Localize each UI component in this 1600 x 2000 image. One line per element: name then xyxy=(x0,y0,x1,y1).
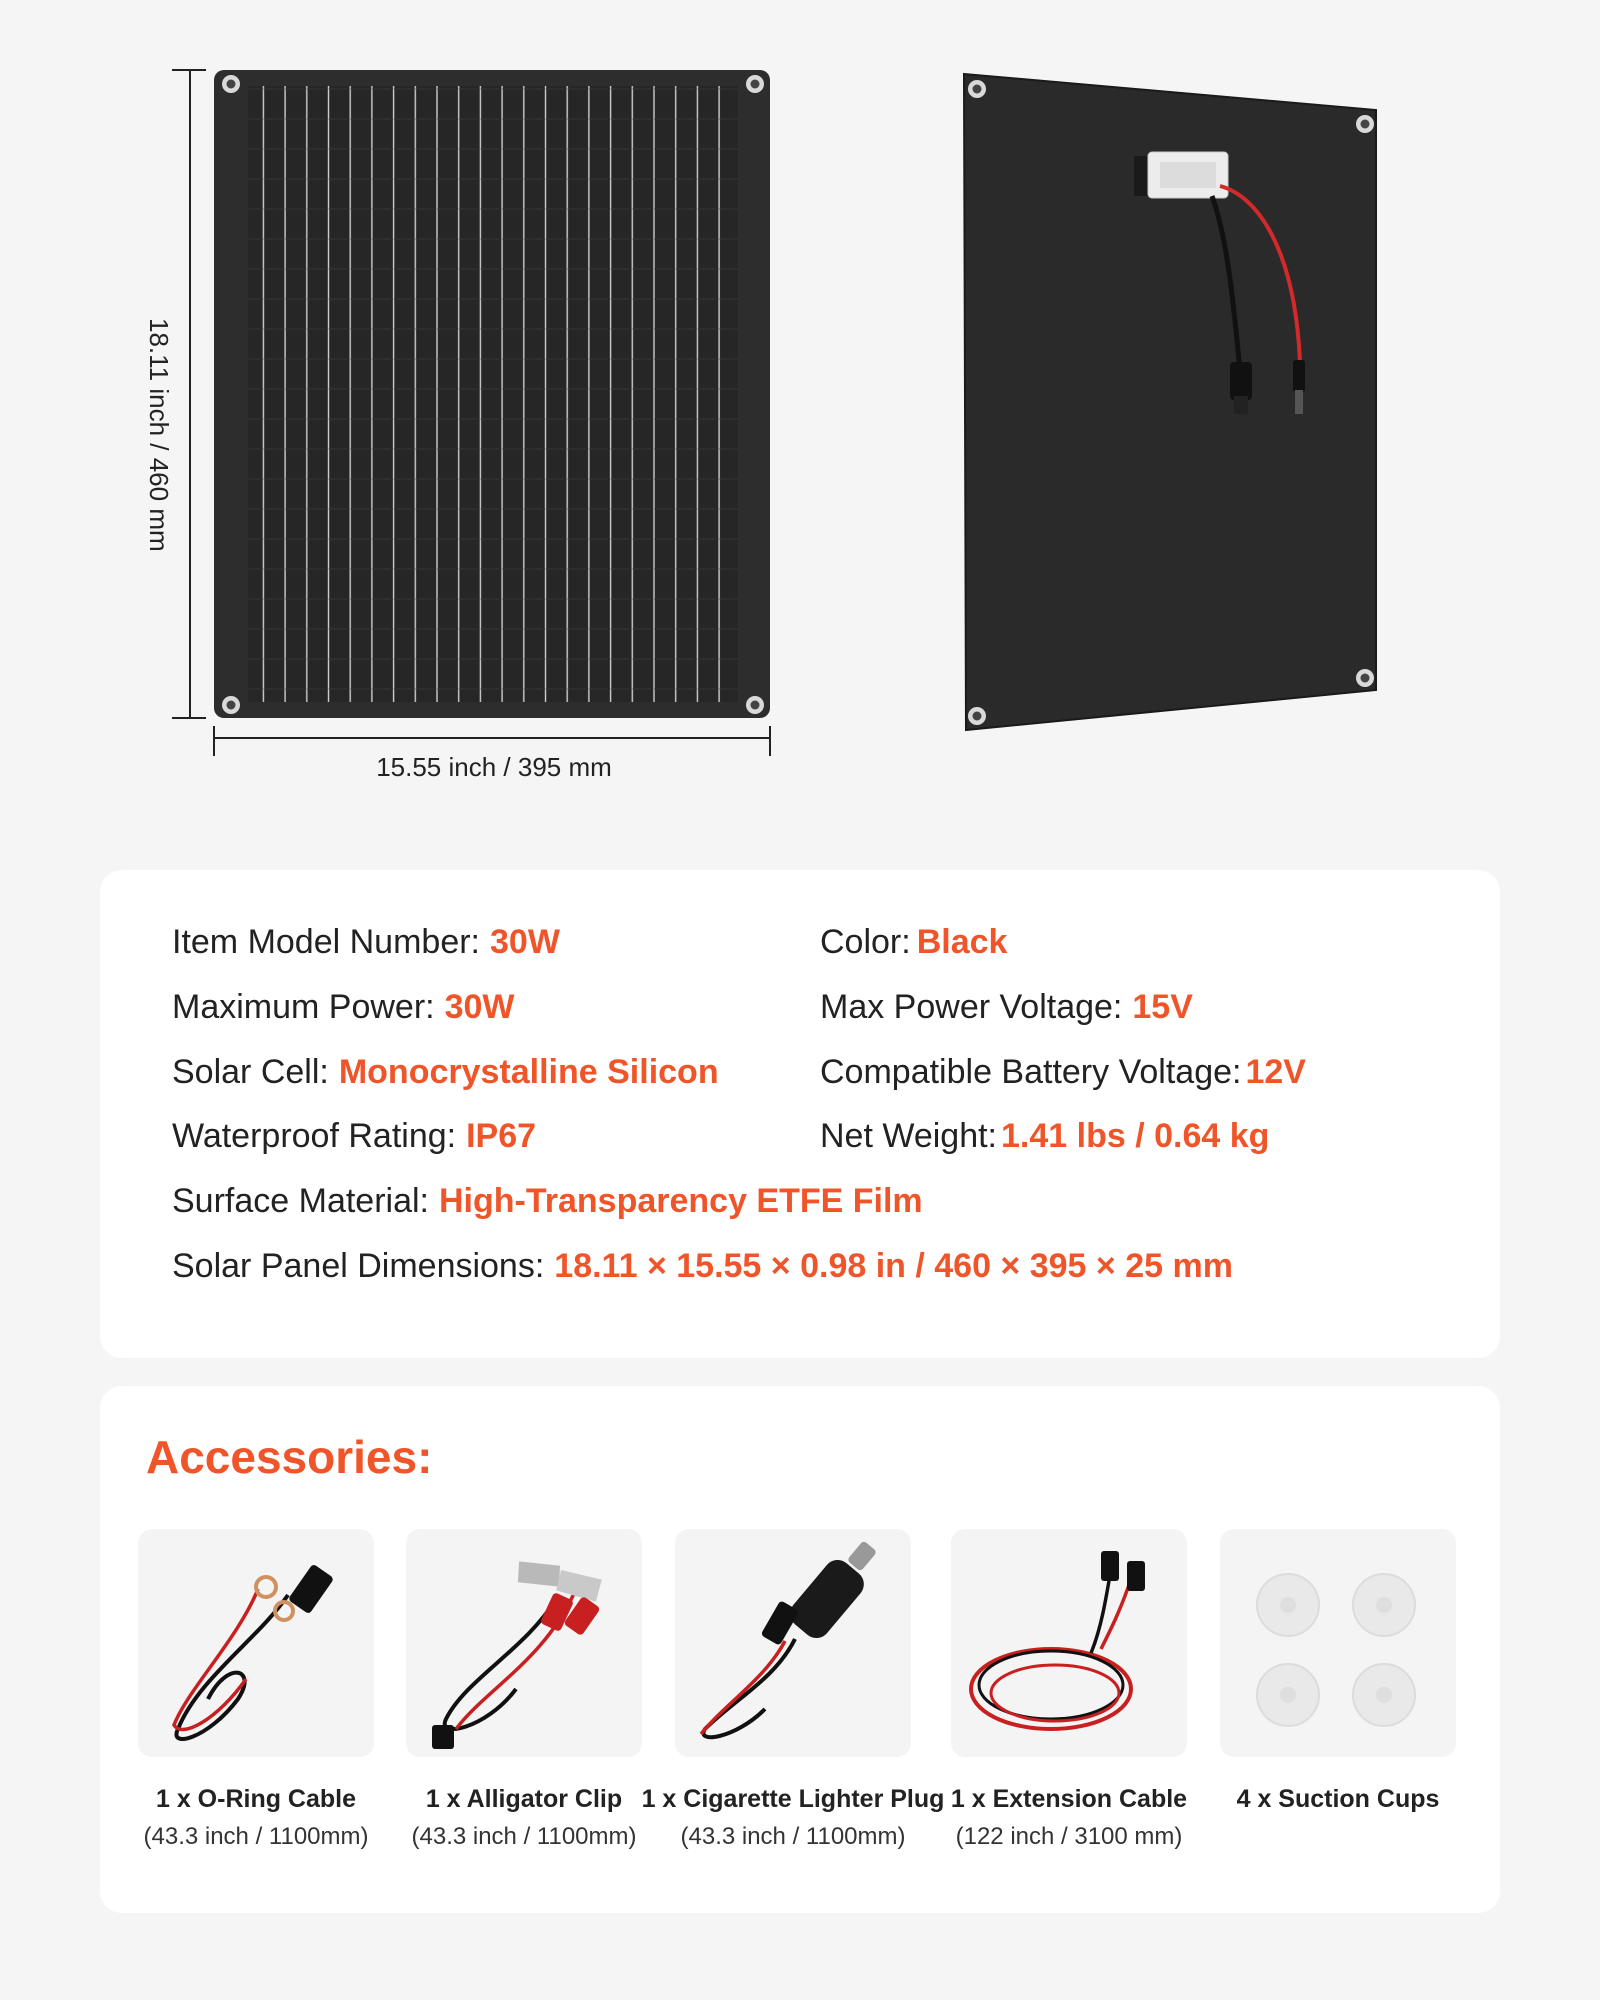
spec-battery-voltage xyxy=(820,1052,1306,1092)
accessory-size: (43.3 inch / 1100mm) xyxy=(680,1823,906,1850)
spec-label: Item Model Number: xyxy=(172,923,480,961)
spec-value: Monocrystalline Silicon xyxy=(338,1053,719,1091)
spec-solar-cell xyxy=(172,1052,719,1092)
extension-cable-image xyxy=(951,1529,1187,1757)
product-hero xyxy=(0,0,1600,820)
accessories-card xyxy=(100,1386,1500,1913)
spec-label: Compatible Battery Voltage: xyxy=(820,1053,1242,1091)
spec-value: 30W xyxy=(444,988,515,1026)
spec-surface-material xyxy=(172,1181,923,1221)
accessory-name: 1 x O-Ring Cable xyxy=(155,1785,357,1813)
cigarette-lighter-plug-image xyxy=(675,1529,911,1757)
panel-back xyxy=(964,74,1376,730)
spec-value: Black xyxy=(916,923,1008,961)
accessories-title: Accessories: xyxy=(146,1431,433,1483)
accessory-o-ring-cable xyxy=(138,1529,374,1850)
spec-label: Surface Material: xyxy=(172,1182,429,1220)
accessory-size: (122 inch / 3100 mm) xyxy=(955,1823,1183,1850)
spec-color xyxy=(820,922,1007,962)
accessory-extension-cable xyxy=(950,1529,1188,1850)
spec-label: Maximum Power: xyxy=(172,988,435,1026)
height-dimension-line xyxy=(172,70,206,718)
spec-label: Solar Cell: xyxy=(172,1053,329,1091)
accessory-name: 1 x Cigarette Lighter Plug xyxy=(641,1785,945,1813)
o-ring-cable-image xyxy=(138,1529,374,1757)
spec-net-weight xyxy=(820,1116,1269,1156)
accessory-size: (43.3 inch / 1100mm) xyxy=(411,1823,637,1850)
accessory-alligator-clip xyxy=(406,1529,642,1850)
height-label: 18.11 inch / 460 mm xyxy=(144,318,174,552)
specifications-card xyxy=(100,870,1500,1358)
accessory-name: 4 x Suction Cups xyxy=(1236,1785,1440,1813)
spec-value: 12V xyxy=(1245,1053,1306,1091)
accessory-name: 1 x Extension Cable xyxy=(950,1785,1188,1813)
accessory-size: (43.3 inch / 1100mm) xyxy=(143,1823,369,1850)
panel-illustrations xyxy=(0,0,1600,820)
spec-label: Waterproof Rating: xyxy=(172,1117,457,1155)
spec-value: IP67 xyxy=(466,1117,537,1155)
spec-max-power-voltage xyxy=(820,987,1193,1027)
accessory-name: 1 x Alligator Clip xyxy=(425,1785,623,1813)
spec-max-power xyxy=(172,987,515,1027)
spec-waterproof xyxy=(172,1116,536,1156)
width-label: 15.55 inch / 395 mm xyxy=(376,752,612,782)
accessory-cigarette-lighter-plug xyxy=(641,1529,945,1850)
spec-label: Net Weight: xyxy=(820,1117,998,1155)
panel-front xyxy=(214,70,770,718)
alligator-clip-image xyxy=(406,1529,642,1757)
suction-cups-image xyxy=(1220,1529,1456,1757)
spec-value: 15V xyxy=(1132,988,1193,1026)
spec-value: 30W xyxy=(490,923,560,961)
spec-label: Color: xyxy=(820,923,911,961)
spec-label: Max Power Voltage: xyxy=(820,988,1123,1026)
spec-value: 18.11 × 15.55 × 0.98 in / 460 × 395 × 25 mm xyxy=(554,1247,1233,1285)
spec-value: High-Transparency ETFE Film xyxy=(439,1182,923,1220)
spec-item-model xyxy=(172,922,560,962)
spec-label: Solar Panel Dimensions: xyxy=(172,1247,545,1285)
spec-panel-dimensions xyxy=(172,1246,1233,1286)
spec-value: 1.41 lbs / 0.64 kg xyxy=(1001,1117,1270,1155)
accessory-suction-cups xyxy=(1220,1529,1456,1813)
